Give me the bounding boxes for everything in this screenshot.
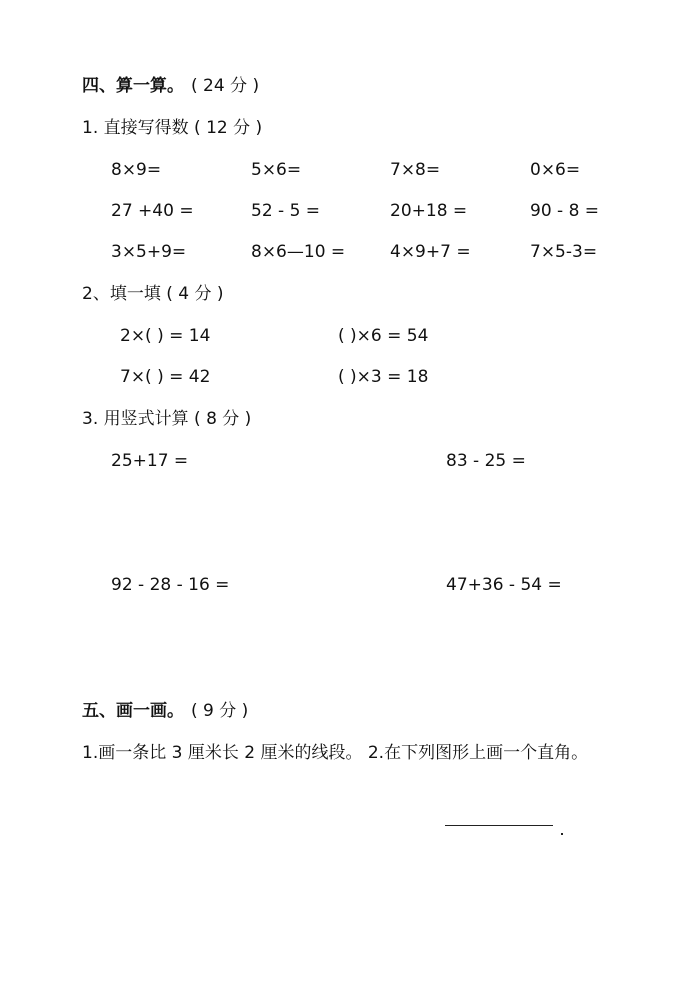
q2-title: 2、填一填 ( 4 分 ) <box>82 284 224 304</box>
q1-item: 3×5+9= <box>111 242 187 262</box>
q1-item: 0×6= <box>530 160 581 180</box>
q2-item: ( )×6 = 54 <box>338 326 429 346</box>
q3-item: 83 - 25 = <box>446 451 526 471</box>
q2-item: ( )×3 = 18 <box>338 367 429 387</box>
q1-item: 4×9+7 = <box>390 242 471 262</box>
q3-item: 47+36 - 54 = <box>446 575 562 595</box>
end-dot <box>561 833 563 835</box>
line-segment <box>445 825 553 826</box>
q1-item: 5×6= <box>251 160 302 180</box>
q1-title: 1. 直接写得数 ( 12 分 ) <box>82 118 263 138</box>
q1-item: 90 - 8 = <box>530 201 600 221</box>
q2-item: 2×( ) = 14 <box>120 326 211 346</box>
q1-item: 52 - 5 = <box>251 201 321 221</box>
section-5-title: 五、画一画。 <box>82 701 184 721</box>
q1-item: 8×6—10 = <box>251 242 346 262</box>
q1-item: 20+18 = <box>390 201 468 221</box>
section-5-instruction: 1.画一条比 3 厘米长 2 厘米的线段。 2.在下列图形上画一个直角。 <box>82 743 589 763</box>
q3-title: 3. 用竖式计算 ( 8 分 ) <box>82 409 252 429</box>
q3-item: 92 - 28 - 16 = <box>111 575 230 595</box>
q1-item: 7×5-3= <box>530 242 598 262</box>
q3-item: 25+17 = <box>111 451 189 471</box>
section-4-title: 四、算一算。 <box>82 76 184 96</box>
q1-item: 8×9= <box>111 160 162 180</box>
section-4-score: ( 24 分 ) <box>191 76 260 96</box>
q1-item: 7×8= <box>390 160 441 180</box>
q1-item: 27 +40 = <box>111 201 194 221</box>
section-5-score: ( 9 分 ) <box>191 701 249 721</box>
q2-item: 7×( ) = 42 <box>120 367 211 387</box>
